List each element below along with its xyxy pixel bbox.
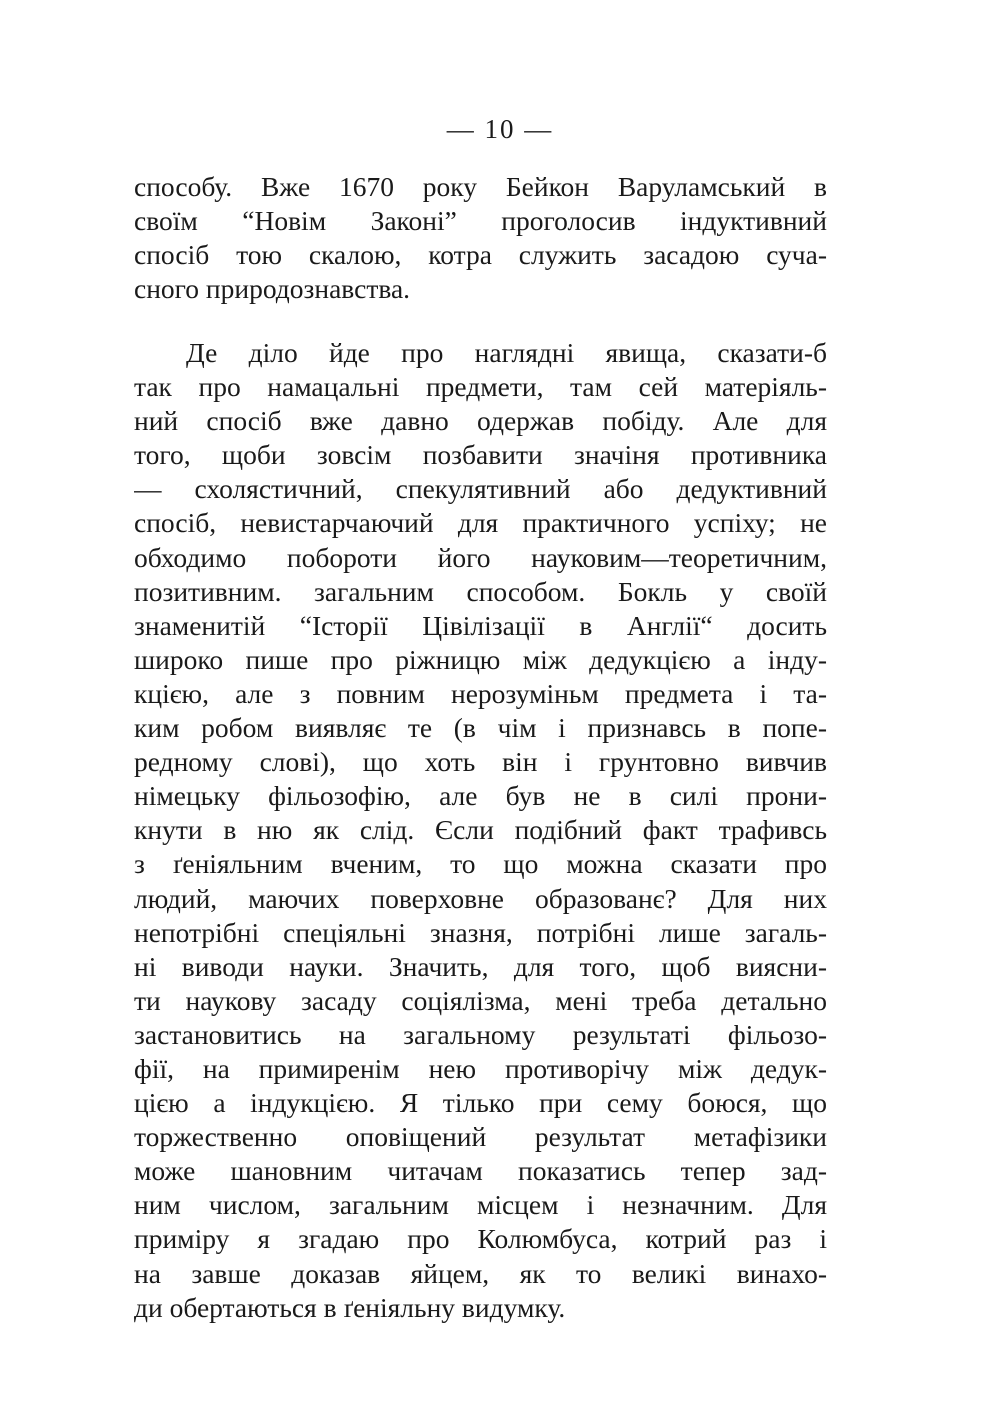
text-line: Де діло йде про наглядні явища, сказати-б	[186, 337, 827, 368]
text-line: ним числом, загальним місцем і незначним. Для	[134, 1189, 827, 1221]
text-line: обходимо побороти його науковим—теоретичним,	[134, 541, 827, 573]
text-line: ний спосіб вже давно одержав побіду. Але для	[134, 405, 827, 437]
paragraph-1	[134, 170, 827, 306]
text-line: застановитись на загальному результаті фільозо-	[134, 1018, 827, 1050]
text-line: сного природознавства.	[134, 273, 411, 305]
text-line: ди обертаються в ґеніяльну видумку.	[134, 1291, 566, 1323]
text-line: ти наукову засаду соціялізма, мені треба детально	[134, 984, 827, 1016]
text-line: того, щоби зовсім позбавити значіня противника	[134, 439, 827, 471]
paragraph-2	[134, 336, 827, 1325]
text-line: ким робом виявляє те (в чім і признавсь в попе-	[134, 712, 827, 744]
text-line: людий, маючих поверховне образованє? Для них	[134, 882, 827, 914]
text-line: редному слові), що хоть він і грунтовно вивчив	[134, 746, 827, 778]
text-line: — схолястичний, спекулятивний або дедуктивний	[134, 473, 827, 505]
text-line: позитивним. загальним способом. Бокль у своїй	[134, 575, 827, 607]
text-line: кнути в ню як слід. Єсли подібний факт трафивсь	[134, 814, 827, 846]
text-line: широко пише про ріжницю між дедукцією а інду-	[134, 643, 827, 675]
text-line: приміру я згадаю про Колюмбуса, котрий раз і	[134, 1223, 827, 1255]
page-number: — 10 —	[446, 114, 554, 144]
text-line: своїм “Новім Законі” проголосив індуктивний	[134, 205, 827, 237]
text-line: цією а індукцією. Я тілько при сему боюся, що	[134, 1087, 827, 1119]
text-line: спосіб, невистарчаючий для практичного успіху; не	[134, 507, 827, 539]
text-line: знаменитій “Історії Цівілізації в Англії“ досить	[134, 609, 827, 641]
text-line: кцією, але з повним нерозуміньм предмета і та-	[134, 677, 827, 709]
text-line: спосіб тою скалою, котра служить засадою суча-	[134, 239, 827, 271]
text-line: на завше доказав яйцем, як то великі винахо-	[134, 1257, 827, 1289]
text-line: німецьку фільозофію, але був не в силі прони-	[134, 780, 827, 812]
text-line: торжественно оповіщений результат метафізики	[134, 1121, 827, 1153]
text-line: непотрібні спеціяльні зназня, потрібні лише загаль-	[134, 916, 827, 948]
text-line: ні виводи науки. Значить, для того, щоб виясни-	[134, 950, 827, 982]
text-line: так про намацальні предмети, там сей матеріяль-	[134, 371, 827, 403]
text-line: способу. Вже 1670 року Бейкон Варуламський в	[134, 171, 827, 202]
text-line: може шановним читачам показатись тепер зад-	[134, 1155, 827, 1187]
text-line: з ґеніяльним вченим, то що можна сказати про	[134, 848, 827, 880]
text-line: фії, на примиренім нею противорічу між дедук-	[134, 1052, 827, 1084]
